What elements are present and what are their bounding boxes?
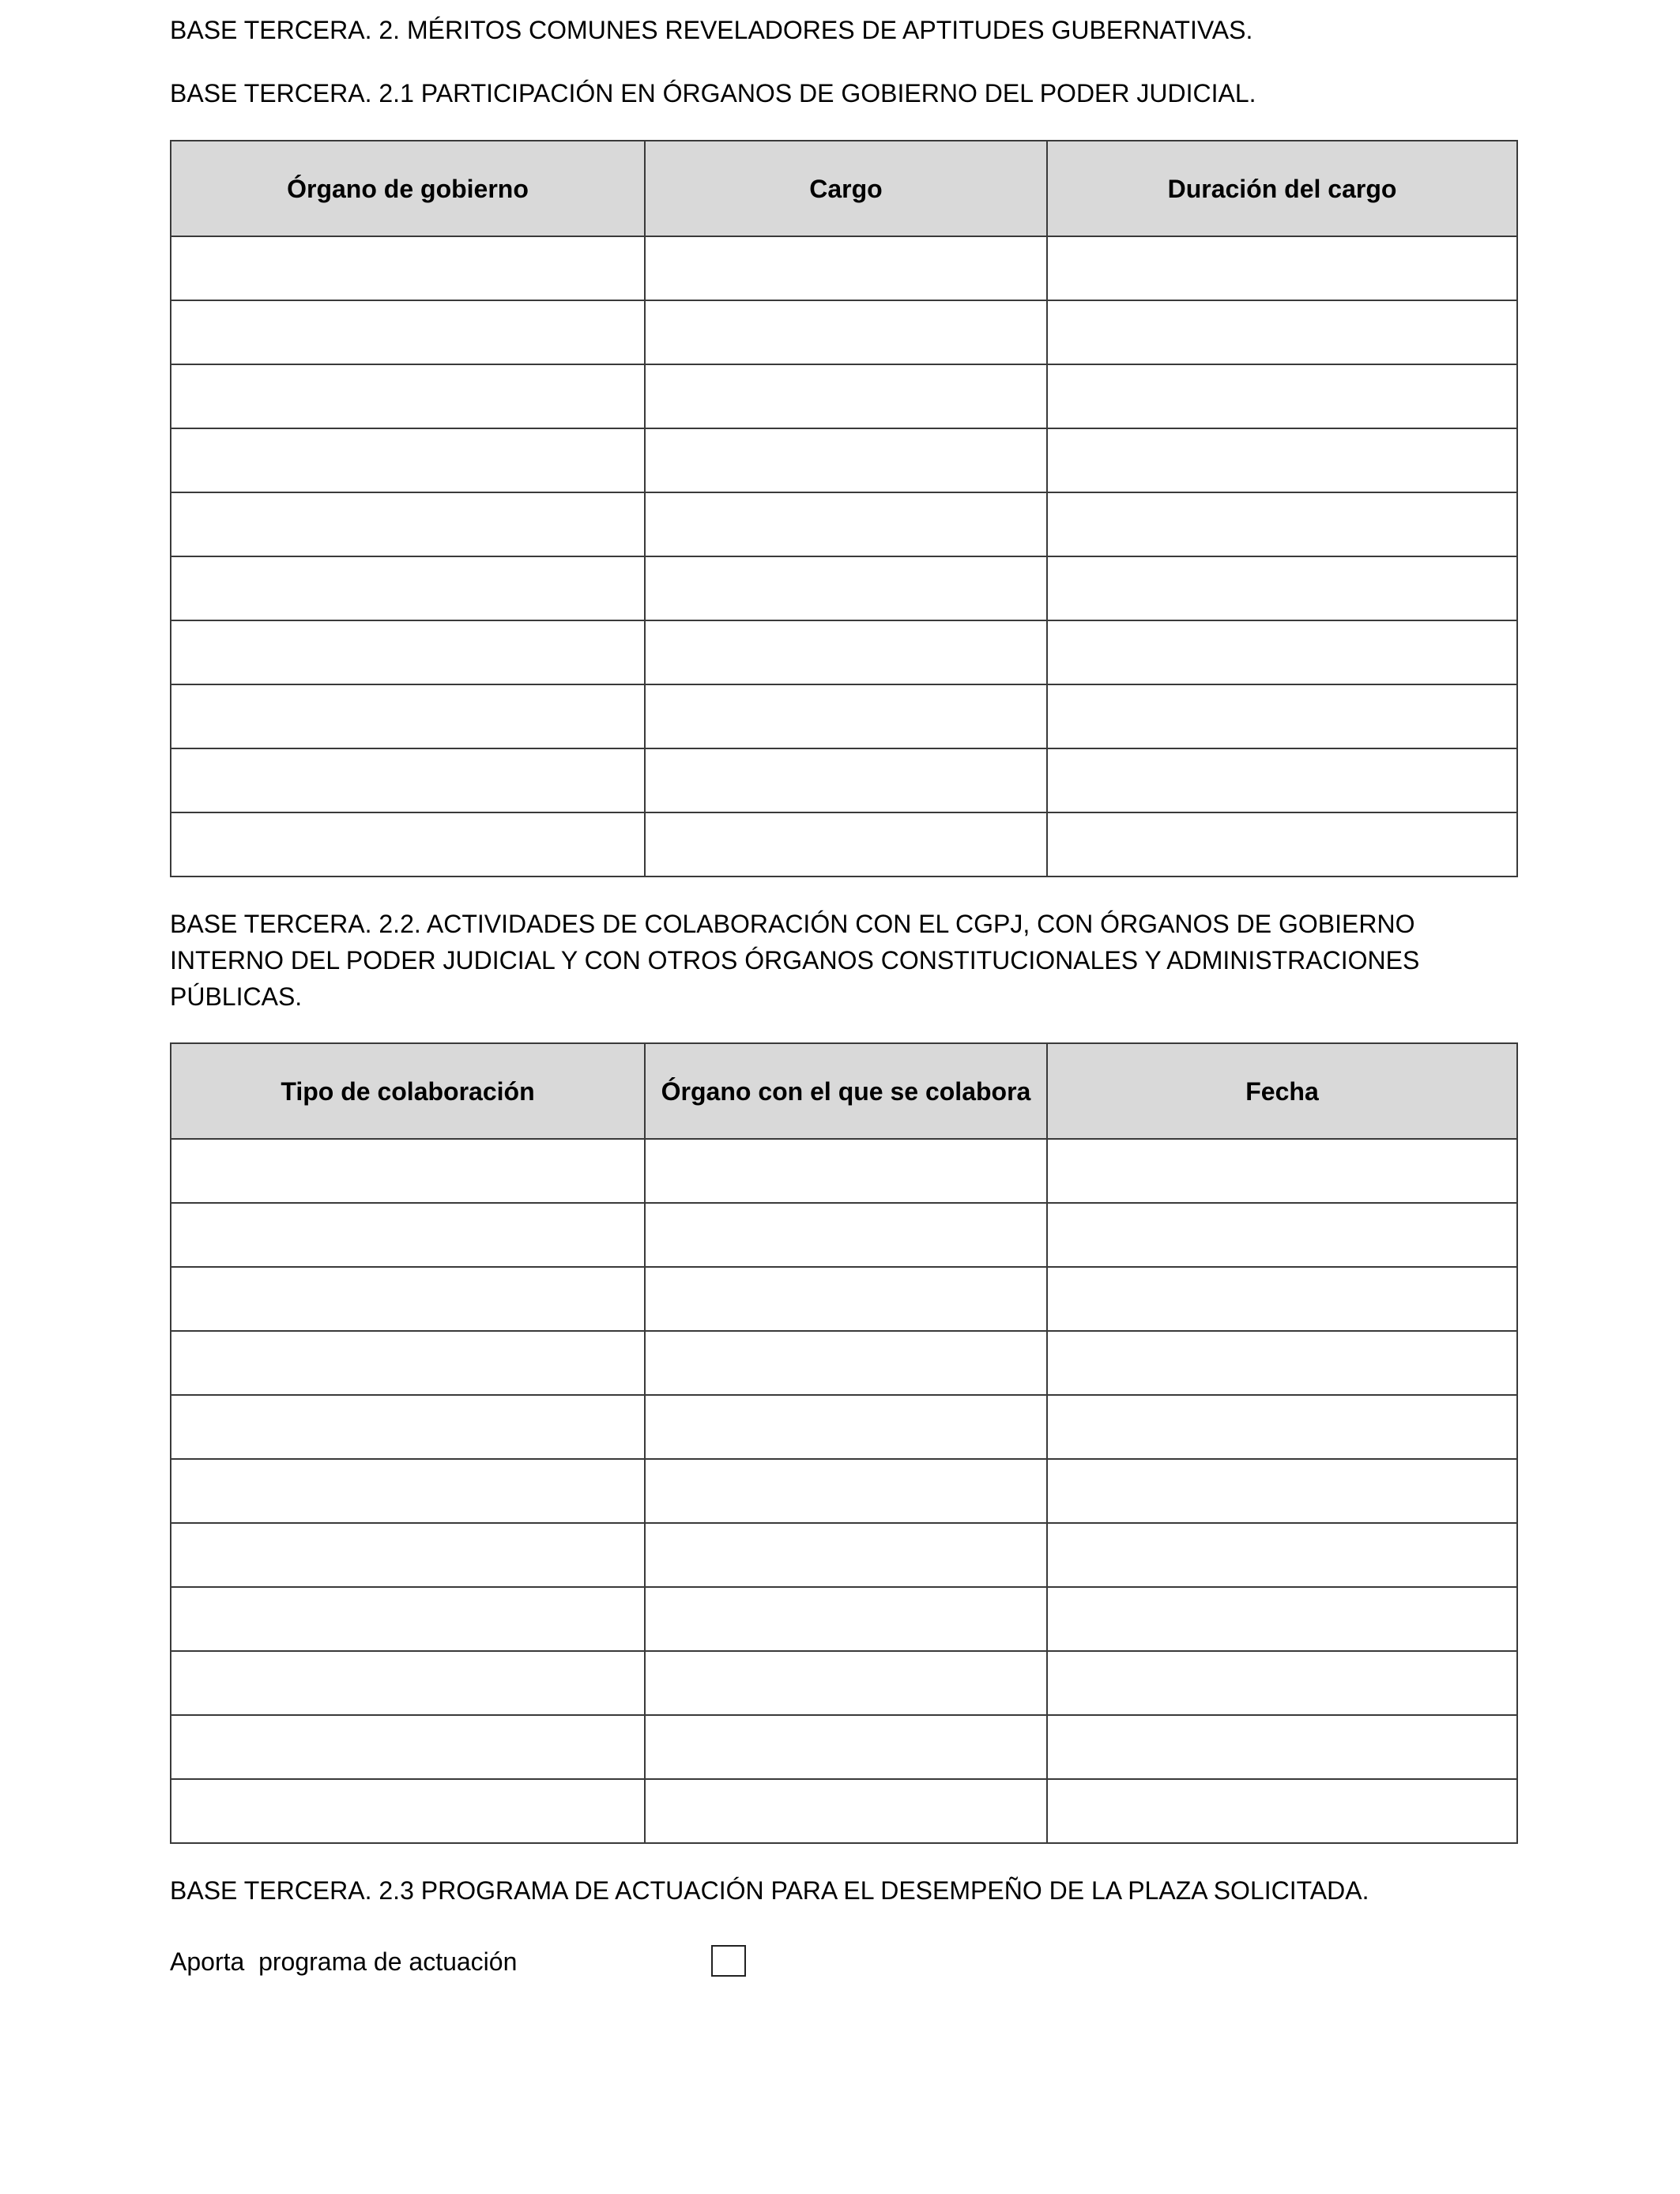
organo-gobierno-cell-3[interactable] [1047, 556, 1517, 620]
colaboracion-cell-1[interactable] [171, 1395, 645, 1459]
organo-gobierno-cell-2[interactable] [645, 236, 1047, 300]
table-row [171, 1523, 1517, 1587]
section-title-2-3: BASE TERCERA. 2.3 PROGRAMA DE ACTUACIÓN PARA EL DESEMPEÑO DE LA PLAZA SOLICITADA. [170, 1876, 1369, 1905]
organo-gobierno-cell-3[interactable] [1047, 812, 1517, 876]
colaboracion-cell-2[interactable] [645, 1587, 1047, 1651]
organo-gobierno-cell-3[interactable] [1047, 428, 1517, 492]
organo-gobierno-cell-2[interactable] [645, 620, 1047, 684]
section-title-2-2: BASE TERCERA. 2.2. ACTIVIDADES DE COLABORACIÓN CON EL CGPJ, CON ÓRGANOS DE GOBIERNO INTERNO DEL PODER JUDICIAL Y CON OTROS ÓRGANOS CONSTITUCIONALES Y ADMINISTRACIONES PÚBLICAS. [170, 910, 1420, 1011]
column-header-duracion: Duración del cargo [1047, 141, 1517, 236]
table-row [171, 620, 1517, 684]
colaboracion-cell-3[interactable] [1047, 1459, 1517, 1523]
table-header-row [171, 1043, 1517, 1139]
table-organos-gobierno [170, 140, 1518, 877]
colaboracion-cell-3[interactable] [1047, 1331, 1517, 1395]
table-header-row [171, 141, 1517, 236]
table-body [171, 1139, 1517, 1843]
table-row [171, 1459, 1517, 1523]
colaboracion-cell-2[interactable] [645, 1715, 1047, 1779]
table-row [171, 1715, 1517, 1779]
colaboracion-cell-3[interactable] [1047, 1715, 1517, 1779]
table-row [171, 556, 1517, 620]
organo-gobierno-cell-3[interactable] [1047, 492, 1517, 556]
organo-gobierno-cell-3[interactable] [1047, 620, 1517, 684]
table-row [171, 1139, 1517, 1203]
colaboracion-cell-2[interactable] [645, 1139, 1047, 1203]
column-header-organo-colabora: Órgano con el que se colabora [645, 1043, 1047, 1139]
table-row [171, 748, 1517, 812]
colaboracion-cell-1[interactable] [171, 1651, 645, 1715]
table-row [171, 1331, 1517, 1395]
colaboracion-cell-2[interactable] [645, 1267, 1047, 1331]
colaboracion-cell-3[interactable] [1047, 1267, 1517, 1331]
table-row [171, 1587, 1517, 1651]
organo-gobierno-cell-2[interactable] [645, 300, 1047, 364]
organo-gobierno-cell-3[interactable] [1047, 684, 1517, 748]
organo-gobierno-cell-1[interactable] [171, 748, 645, 812]
table-row [171, 236, 1517, 300]
colaboracion-cell-3[interactable] [1047, 1651, 1517, 1715]
colaboracion-cell-1[interactable] [171, 1267, 645, 1331]
organo-gobierno-cell-1[interactable] [171, 492, 645, 556]
colaboracion-cell-2[interactable] [645, 1651, 1047, 1715]
colaboracion-cell-1[interactable] [171, 1587, 645, 1651]
table-row [171, 1395, 1517, 1459]
table-row [171, 1203, 1517, 1267]
organo-gobierno-cell-2[interactable] [645, 812, 1047, 876]
table-row [171, 812, 1517, 876]
table-row [171, 1651, 1517, 1715]
colaboracion-cell-2[interactable] [645, 1395, 1047, 1459]
colaboracion-cell-3[interactable] [1047, 1523, 1517, 1587]
organo-gobierno-cell-1[interactable] [171, 620, 645, 684]
organo-gobierno-cell-3[interactable] [1047, 236, 1517, 300]
table-row [171, 684, 1517, 748]
programa-actuacion-checkbox[interactable] [711, 1945, 746, 1977]
organo-gobierno-cell-2[interactable] [645, 492, 1047, 556]
organo-gobierno-cell-1[interactable] [171, 684, 645, 748]
column-header-fecha: Fecha [1047, 1043, 1517, 1139]
colaboracion-cell-3[interactable] [1047, 1395, 1517, 1459]
section-title-2-1: BASE TERCERA. 2.1 PARTICIPACIÓN EN ÓRGANOS DE GOBIERNO DEL PODER JUDICIAL. [170, 79, 1256, 107]
table-body [171, 236, 1517, 876]
programa-actuacion-label: Aporta programa de actuación [170, 1947, 518, 1976]
organo-gobierno-cell-1[interactable] [171, 556, 645, 620]
colaboracion-cell-1[interactable] [171, 1715, 645, 1779]
colaboracion-cell-2[interactable] [645, 1779, 1047, 1843]
colaboracion-cell-3[interactable] [1047, 1779, 1517, 1843]
organo-gobierno-cell-1[interactable] [171, 300, 645, 364]
organo-gobierno-cell-2[interactable] [645, 556, 1047, 620]
table-actividades-colaboracion [170, 1042, 1518, 1844]
organo-gobierno-cell-2[interactable] [645, 748, 1047, 812]
colaboracion-cell-2[interactable] [645, 1523, 1047, 1587]
organo-gobierno-cell-2[interactable] [645, 364, 1047, 428]
table-row [171, 300, 1517, 364]
organo-gobierno-cell-3[interactable] [1047, 364, 1517, 428]
table-row [171, 1779, 1517, 1843]
colaboracion-cell-2[interactable] [645, 1331, 1047, 1395]
colaboracion-cell-3[interactable] [1047, 1139, 1517, 1203]
column-header-cargo: Cargo [645, 141, 1047, 236]
organo-gobierno-cell-1[interactable] [171, 428, 645, 492]
organo-gobierno-cell-1[interactable] [171, 236, 645, 300]
organo-gobierno-cell-3[interactable] [1047, 300, 1517, 364]
table-row [171, 364, 1517, 428]
table-row [171, 492, 1517, 556]
colaboracion-cell-3[interactable] [1047, 1587, 1517, 1651]
column-header-organo: Órgano de gobierno [171, 141, 645, 236]
organo-gobierno-cell-1[interactable] [171, 364, 645, 428]
colaboracion-cell-1[interactable] [171, 1203, 645, 1267]
section-title-main: BASE TERCERA. 2. MÉRITOS COMUNES REVELADORES DE APTITUDES GUBERNATIVAS. [170, 16, 1253, 44]
table-row [171, 428, 1517, 492]
colaboracion-cell-1[interactable] [171, 1139, 645, 1203]
programa-actuacion-field [170, 1943, 960, 1983]
table-row [171, 1267, 1517, 1331]
organo-gobierno-cell-2[interactable] [645, 684, 1047, 748]
colaboracion-cell-3[interactable] [1047, 1203, 1517, 1267]
colaboracion-cell-1[interactable] [171, 1779, 645, 1843]
colaboracion-cell-2[interactable] [645, 1459, 1047, 1523]
organo-gobierno-cell-2[interactable] [645, 428, 1047, 492]
organo-gobierno-cell-3[interactable] [1047, 748, 1517, 812]
colaboracion-cell-1[interactable] [171, 1523, 645, 1587]
organo-gobierno-cell-1[interactable] [171, 812, 645, 876]
colaboracion-cell-1[interactable] [171, 1331, 645, 1395]
column-header-tipo: Tipo de colaboración [171, 1043, 645, 1139]
colaboracion-cell-1[interactable] [171, 1459, 645, 1523]
colaboracion-cell-2[interactable] [645, 1203, 1047, 1267]
